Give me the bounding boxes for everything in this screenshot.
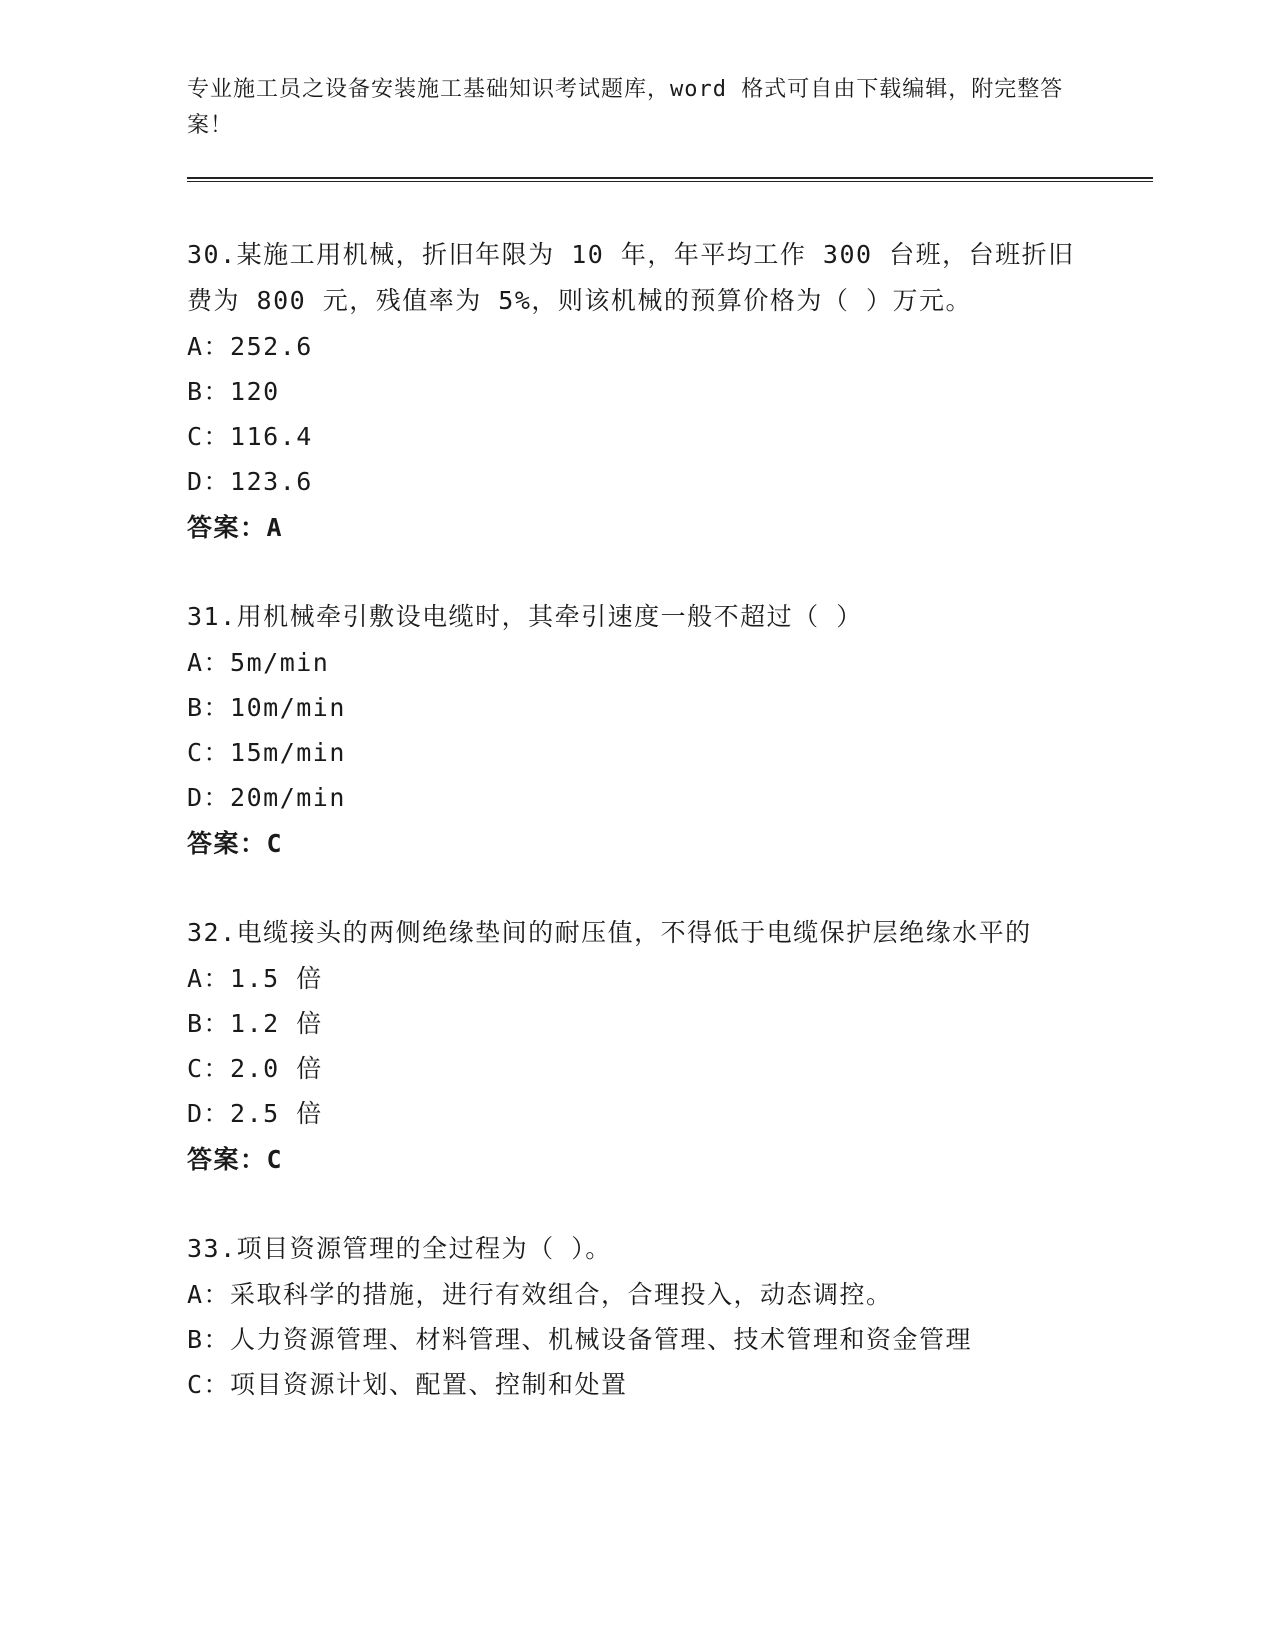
option-c: C：15m/min — [187, 738, 346, 767]
option-a: A：1.5 倍 — [187, 964, 323, 993]
question-32 — [187, 910, 1087, 1183]
answer: 答案：C — [187, 829, 284, 858]
question-33 — [187, 1226, 1087, 1407]
option-a: A：252.6 — [187, 332, 313, 361]
question-stem: 33.项目资源管理的全过程为（ ）。 — [187, 1234, 612, 1263]
question-list — [187, 232, 1087, 1450]
option-a: A：采取科学的措施，进行有效组合，合理投入，动态调控。 — [187, 1280, 893, 1309]
option-c: C：2.0 倍 — [187, 1054, 323, 1083]
question-stem: 31.用机械牵引敷设电缆时，其牵引速度一般不超过（ ） — [187, 602, 863, 631]
answer: 答案：C — [187, 1145, 284, 1174]
option-d: D：2.5 倍 — [187, 1099, 323, 1128]
option-d: D：20m/min — [187, 783, 346, 812]
option-a: A：5m/min — [187, 648, 330, 677]
option-c: C：116.4 — [187, 422, 313, 451]
option-b: B：1.2 倍 — [187, 1009, 323, 1038]
option-b: B：120 — [187, 377, 280, 406]
option-b: B：人力资源管理、材料管理、机械设备管理、技术管理和资金管理 — [187, 1325, 973, 1354]
question-30 — [187, 232, 1087, 551]
question-31 — [187, 594, 1087, 867]
question-stem: 32.电缆接头的两侧绝缘垫间的耐压值，不得低于电缆保护层绝缘水平的 — [187, 918, 1032, 947]
answer: 答案：A — [187, 513, 284, 542]
question-stem: 30.某施工用机械，折旧年限为 10 年，年平均工作 300 台班，台班折旧费为 800 元，残值率为 5%，则该机械的预算价格为（ ）万元。 — [187, 240, 1075, 315]
document-header: 专业施工员之设备安装施工基础知识考试题库，word 格式可自由下载编辑，附完整答案！ — [187, 77, 1064, 138]
option-b: B：10m/min — [187, 693, 346, 722]
option-d: D：123.6 — [187, 467, 313, 496]
header-divider — [187, 177, 1153, 182]
option-c: C：项目资源计划、配置、控制和处置 — [187, 1370, 628, 1399]
